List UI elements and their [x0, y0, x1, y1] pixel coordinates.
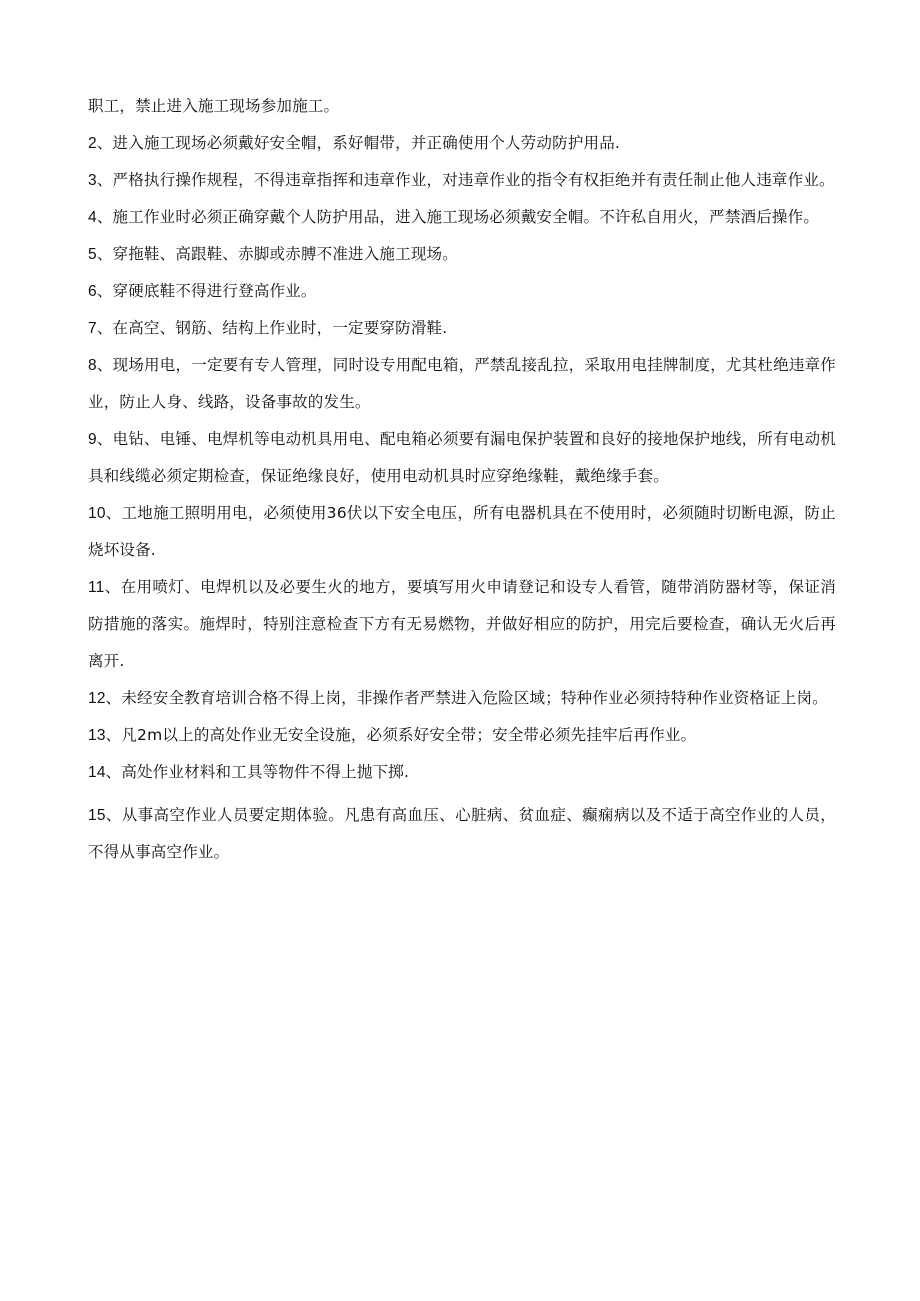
rule-item-13 — [88, 717, 836, 754]
item-text: 、施工作业时必须正确穿戴个人防护用品，进入施工现场必须戴安全帽。不许私自用火，严禁酒后操作。 — [96, 208, 820, 226]
document-page — [88, 88, 836, 871]
item-text: 、穿拖鞋、高跟鞋、赤脚或赤膊不准进入施工现场。 — [96, 245, 458, 263]
item-number: 6 — [88, 283, 97, 300]
rule-item-8 — [88, 347, 836, 421]
item-text: 、未经安全教育培训合格不得上岗，非操作者严禁进入危险区域；特种作业必须持特种作业资格证上岗。 — [105, 689, 828, 707]
item-text: 、从事高空作业人员要定期体验。凡患有高血压、心脏病、贫血症、癫痫病以及不适于高空作业的人员，不得从事高空作业。 — [88, 806, 836, 861]
item-number: 13 — [88, 727, 106, 744]
rule-item-9 — [88, 421, 836, 495]
item-number: 10 — [88, 505, 106, 522]
item-number: 11 — [88, 579, 105, 596]
rule-item-11 — [88, 569, 836, 680]
item-text: 职工，禁止进入施工现场参加施工。 — [88, 97, 340, 115]
item-text: 、凡2m以上的高处作业无安全设施，必须系好安全带；安全带必须先挂牢后再作业。 — [105, 726, 697, 744]
rule-item-3 — [88, 162, 836, 199]
item-number: 7 — [88, 320, 97, 337]
rule-item-10 — [88, 495, 836, 569]
rule-item-15 — [88, 797, 836, 871]
item-text: 、穿硬底鞋不得进行登高作业。 — [96, 282, 317, 300]
rule-item-7 — [88, 310, 836, 347]
item-text: 、进入施工现场必须戴好安全帽，系好帽带，并正确使用个人劳动防护用品. — [96, 134, 621, 152]
paragraph-continuation — [88, 88, 836, 125]
item-number: 9 — [88, 431, 97, 448]
item-text: 、电钻、电锤、电焊机等电动机具用电、配电箱必须要有漏电保护装置和良好的接地保护地线，所有电动机具和线缆必须定期检查，保证绝缘良好，使用电动机具时应穿绝缘鞋，戴绝缘手套。 — [88, 430, 836, 485]
item-text: 、严格执行操作规程，不得违章指挥和违章作业，对违章作业的指令有权拒绝并有责任制止他人违章作业。 — [96, 171, 835, 189]
item-text: 、高处作业材料和工具等物件不得上抛下掷. — [105, 763, 410, 781]
rule-item-5 — [88, 236, 836, 273]
item-number: 5 — [88, 246, 97, 263]
item-text: 、现场用电，一定要有专人管理，同时设专用配电箱，严禁乱接乱拉，采取用电挂牌制度，尤其杜绝违章作业，防止人身、线路，设备事故的发生。 — [88, 356, 836, 411]
item-number: 8 — [88, 357, 97, 374]
item-number: 15 — [88, 807, 106, 824]
item-number: 14 — [88, 764, 106, 781]
item-text: 、在高空、钢筋、结构上作业时，一定要穿防滑鞋. — [96, 319, 448, 337]
rule-item-12 — [88, 680, 836, 717]
rule-item-14 — [88, 754, 836, 791]
item-number: 2 — [88, 135, 97, 152]
rule-item-6 — [88, 273, 836, 310]
item-text: 、工地施工照明用电，必须使用36伏以下安全电压，所有电器机具在不使用时，必须随时切断电源，防止烧坏设备. — [88, 504, 836, 559]
item-number: 12 — [88, 690, 106, 707]
item-number: 4 — [88, 209, 97, 226]
rule-item-4 — [88, 199, 836, 236]
item-number: 3 — [88, 172, 97, 189]
item-text: 、在用喷灯、电焊机以及必要生火的地方，要填写用火申请登记和设专人看管，随带消防器材等，保证消防措施的落实。施焊时，特别注意检查下方有无易燃物，并做好相应的防护，用完后要检查，确认无火后再离开. — [88, 578, 836, 670]
rule-item-2 — [88, 125, 836, 162]
